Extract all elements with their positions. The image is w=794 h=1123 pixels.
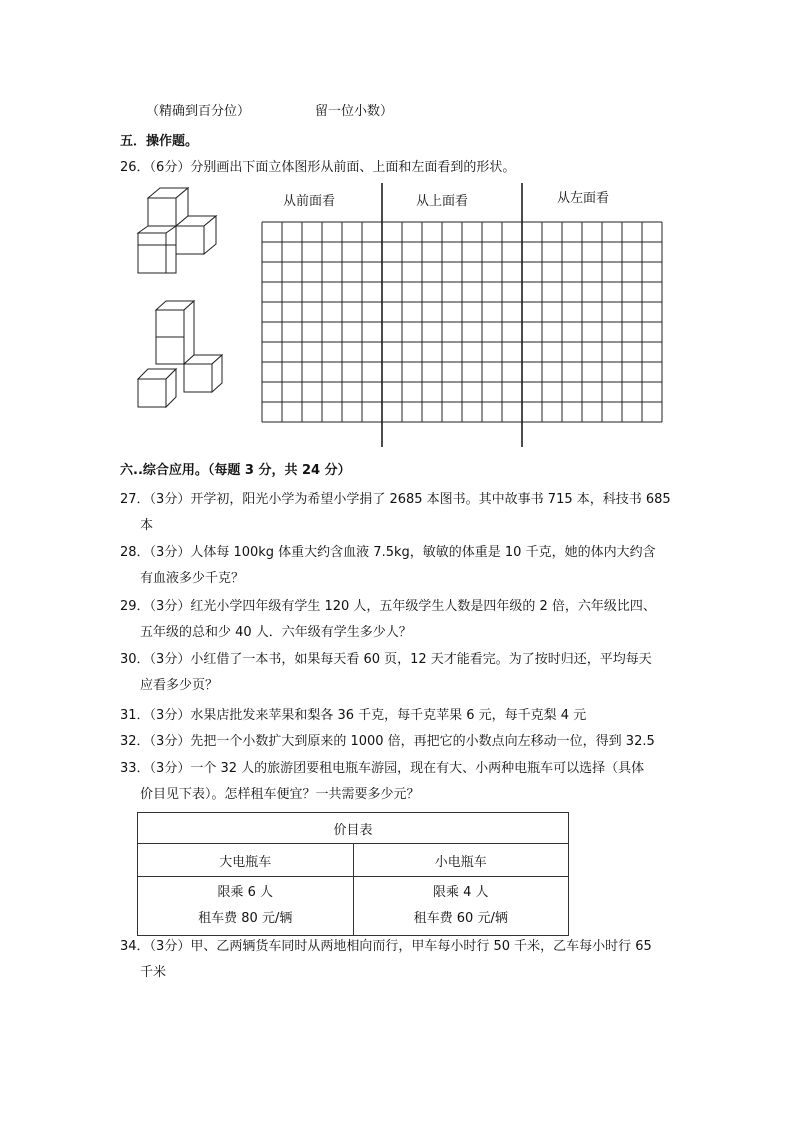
- question-30: 30．（3分）小红借了一本书，如果每天看 60 页，12 天才能看完。为了按时归还，平均每天: [120, 652, 652, 667]
- question-32: 32．（3分）先把一个小数扩大到原来的 1000 倍，再把它的小数点向左移动一位，得到 32.5: [120, 734, 655, 749]
- price-cell-large: [138, 877, 354, 936]
- label-front-view: 从前面看: [283, 194, 336, 209]
- rounding-note-one-decimal: 留一位小数）: [315, 104, 394, 119]
- question-33: 33．（3分）一个 32 人的旅游团要租电瓶车游园，现在有大、小两种电瓶车可以选择（具体: [120, 761, 645, 776]
- section-heading-operations: 五．操作题。: [120, 134, 199, 149]
- question-27-cont: 本: [140, 518, 154, 533]
- price-col-small-name: 小电瓶车: [353, 844, 569, 877]
- cube-figures: [130, 185, 230, 425]
- question-31: 31．（3分）水果店批发来苹果和梨各 36 千克，每千克苹果 6 元，每千克梨 4 元: [120, 708, 587, 723]
- section-heading-applications: 六..综合应用。（每题 3 分，共 24 分）: [120, 463, 351, 478]
- cube-figure-2: [138, 301, 222, 407]
- question-29-cont: 五年级的总和少 40 人．六年级有学生多少人？: [140, 625, 412, 640]
- label-top-view: 从上面看: [416, 194, 469, 209]
- large-fee: 租车费 80 元/辆: [198, 911, 293, 926]
- price-table-title: 价目表: [138, 813, 569, 844]
- question-26: 26．（6分）分别画出下面立体图形从前面、上面和左面看到的形状。: [120, 160, 516, 175]
- large-limit: 限乘 6 人: [217, 885, 274, 900]
- question-28-cont: 有血液多少千克？: [140, 571, 245, 586]
- price-cell-small: [353, 877, 569, 936]
- small-limit: 限乘 4 人: [432, 885, 489, 900]
- label-left-view: 从左面看: [557, 191, 610, 206]
- price-table: [137, 812, 569, 936]
- question-27: 27．（3分）开学初，阳光小学为希望小学捐了 2685 本图书。其中故事书 715 本，科技书 685: [120, 492, 671, 507]
- question-30-cont: 应看多少页？: [140, 678, 219, 693]
- drawing-grid: [255, 180, 675, 450]
- question-34-cont: 千米: [140, 965, 167, 980]
- question-34: 34．（3分）甲、乙两辆货车同时从两地相向而行，甲车每小时行 50 千米，乙车每小时行 65: [120, 939, 652, 954]
- question-28: 28．（3分）人体每 100kg 体重大约含血液 7.5kg，敏敏的体重是 10 千克，她的体内大约含: [120, 545, 656, 560]
- small-fee: 租车费 60 元/辆: [413, 911, 508, 926]
- question-29: 29．（3分）红光小学四年级有学生 120 人，五年级学生人数是四年级的 2 倍，六年级比四、: [120, 599, 656, 614]
- price-col-large-name: 大电瓶车: [138, 844, 354, 877]
- cube-figure-1: [138, 188, 216, 273]
- rounding-note-hundredths: （精确到百分位）: [146, 104, 251, 119]
- question-33-cont: 价目见下表）。怎样租车便宜？一共需要多少元？: [140, 787, 420, 802]
